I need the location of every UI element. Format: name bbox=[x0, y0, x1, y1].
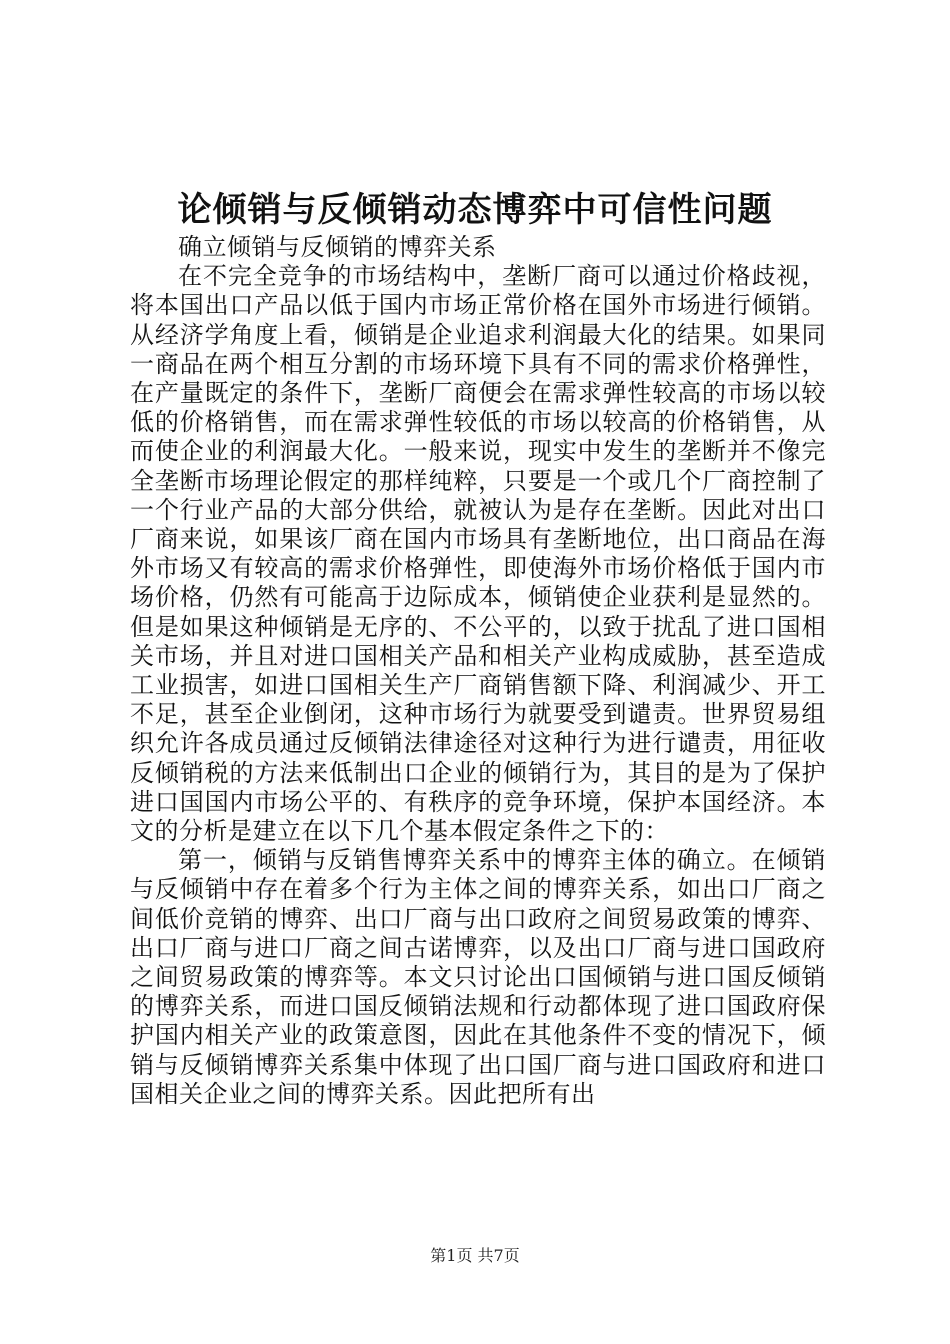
section-heading: 确立倾销与反倾销的博弈关系 bbox=[178, 233, 497, 261]
page-footer: 第1页 共7页 bbox=[430, 1246, 520, 1265]
paragraph-2: 第一，倾销与反销售博弈关系中的博弈主体的确立。在倾销与反倾销中存在着多个行为主体之间的博弈关系，如出口厂商之间低价竞销的博弈、出口厂商与出口政府之间贸易政策的博弈、出口厂商与进口厂商之间古诺博弈，以及出口厂商与进口国政府之间贸易政策的博弈等。本文只讨论出口国倾销与进口国反倾销的博弈关系，而进口国反倾销法规和行动都体现了进口国政府保护国内相关产业的政策意图，因此在其他条件不变的情况下，倾销与反倾销博弈关系集中体现了出口国厂商与进口国政府和进口国相关企业之间的博弈关系。因此把所有出 bbox=[130, 846, 826, 1108]
paragraph-1: 在不完全竞争的市场结构中，垄断厂商可以通过价格歧视，将本国出口产品以低于国内市场正常价格在国外市场进行倾销。从经济学角度上看，倾销是企业追求利润最大化的结果。如果同一商品在两个相互分割的市场环境下具有不同的需求价格弹性，在产量既定的条件下，垄断厂商便会在需求弹性较高的市场以较低的价格销售，而在需求弹性较低的市场以较高的价格销售，从而使企业的利润最大化。一般来说，现实中发生的垄断并不像完全垄断市场理论假定的那样纯粹，只要是一个或几个厂商控制了一个行业产品的大部分供给，就被认为是存在垄断。因此对出口厂商来说，如果该厂商在国内市场具有垄断地位，出口商品在海外市场又有较高的需求价格弹性，即使海外市场价格低于国内市场价格，仍然有可能高于边际成本，倾销使企业获利是显然的。但是如果这种倾销是无序的、不公平的，以致于扰乱了进口国相关市场，并且对进口国相关产品和相关产业构成威胁，甚至造成工业损害，如进口国相关生产厂商销售额下降、利润减少、开工不足，甚至企业倒闭，这种市场行为就要受到谴责。世界贸易组织允许各成员通过反倾销法律途径对这种行为进行谴责，用征收反倾销税的方法来低制出口企业的倾销行为，其目的是为了保护进口国国内市场公平的、有秩序的竞争环境，保护本国经济。本文的分析是建立在以下几个基本假定条件之下的： bbox=[130, 262, 826, 846]
document-title: 论倾销与反倾销动态博弈中可信性问题 bbox=[177, 190, 773, 230]
document-body bbox=[130, 233, 826, 1109]
